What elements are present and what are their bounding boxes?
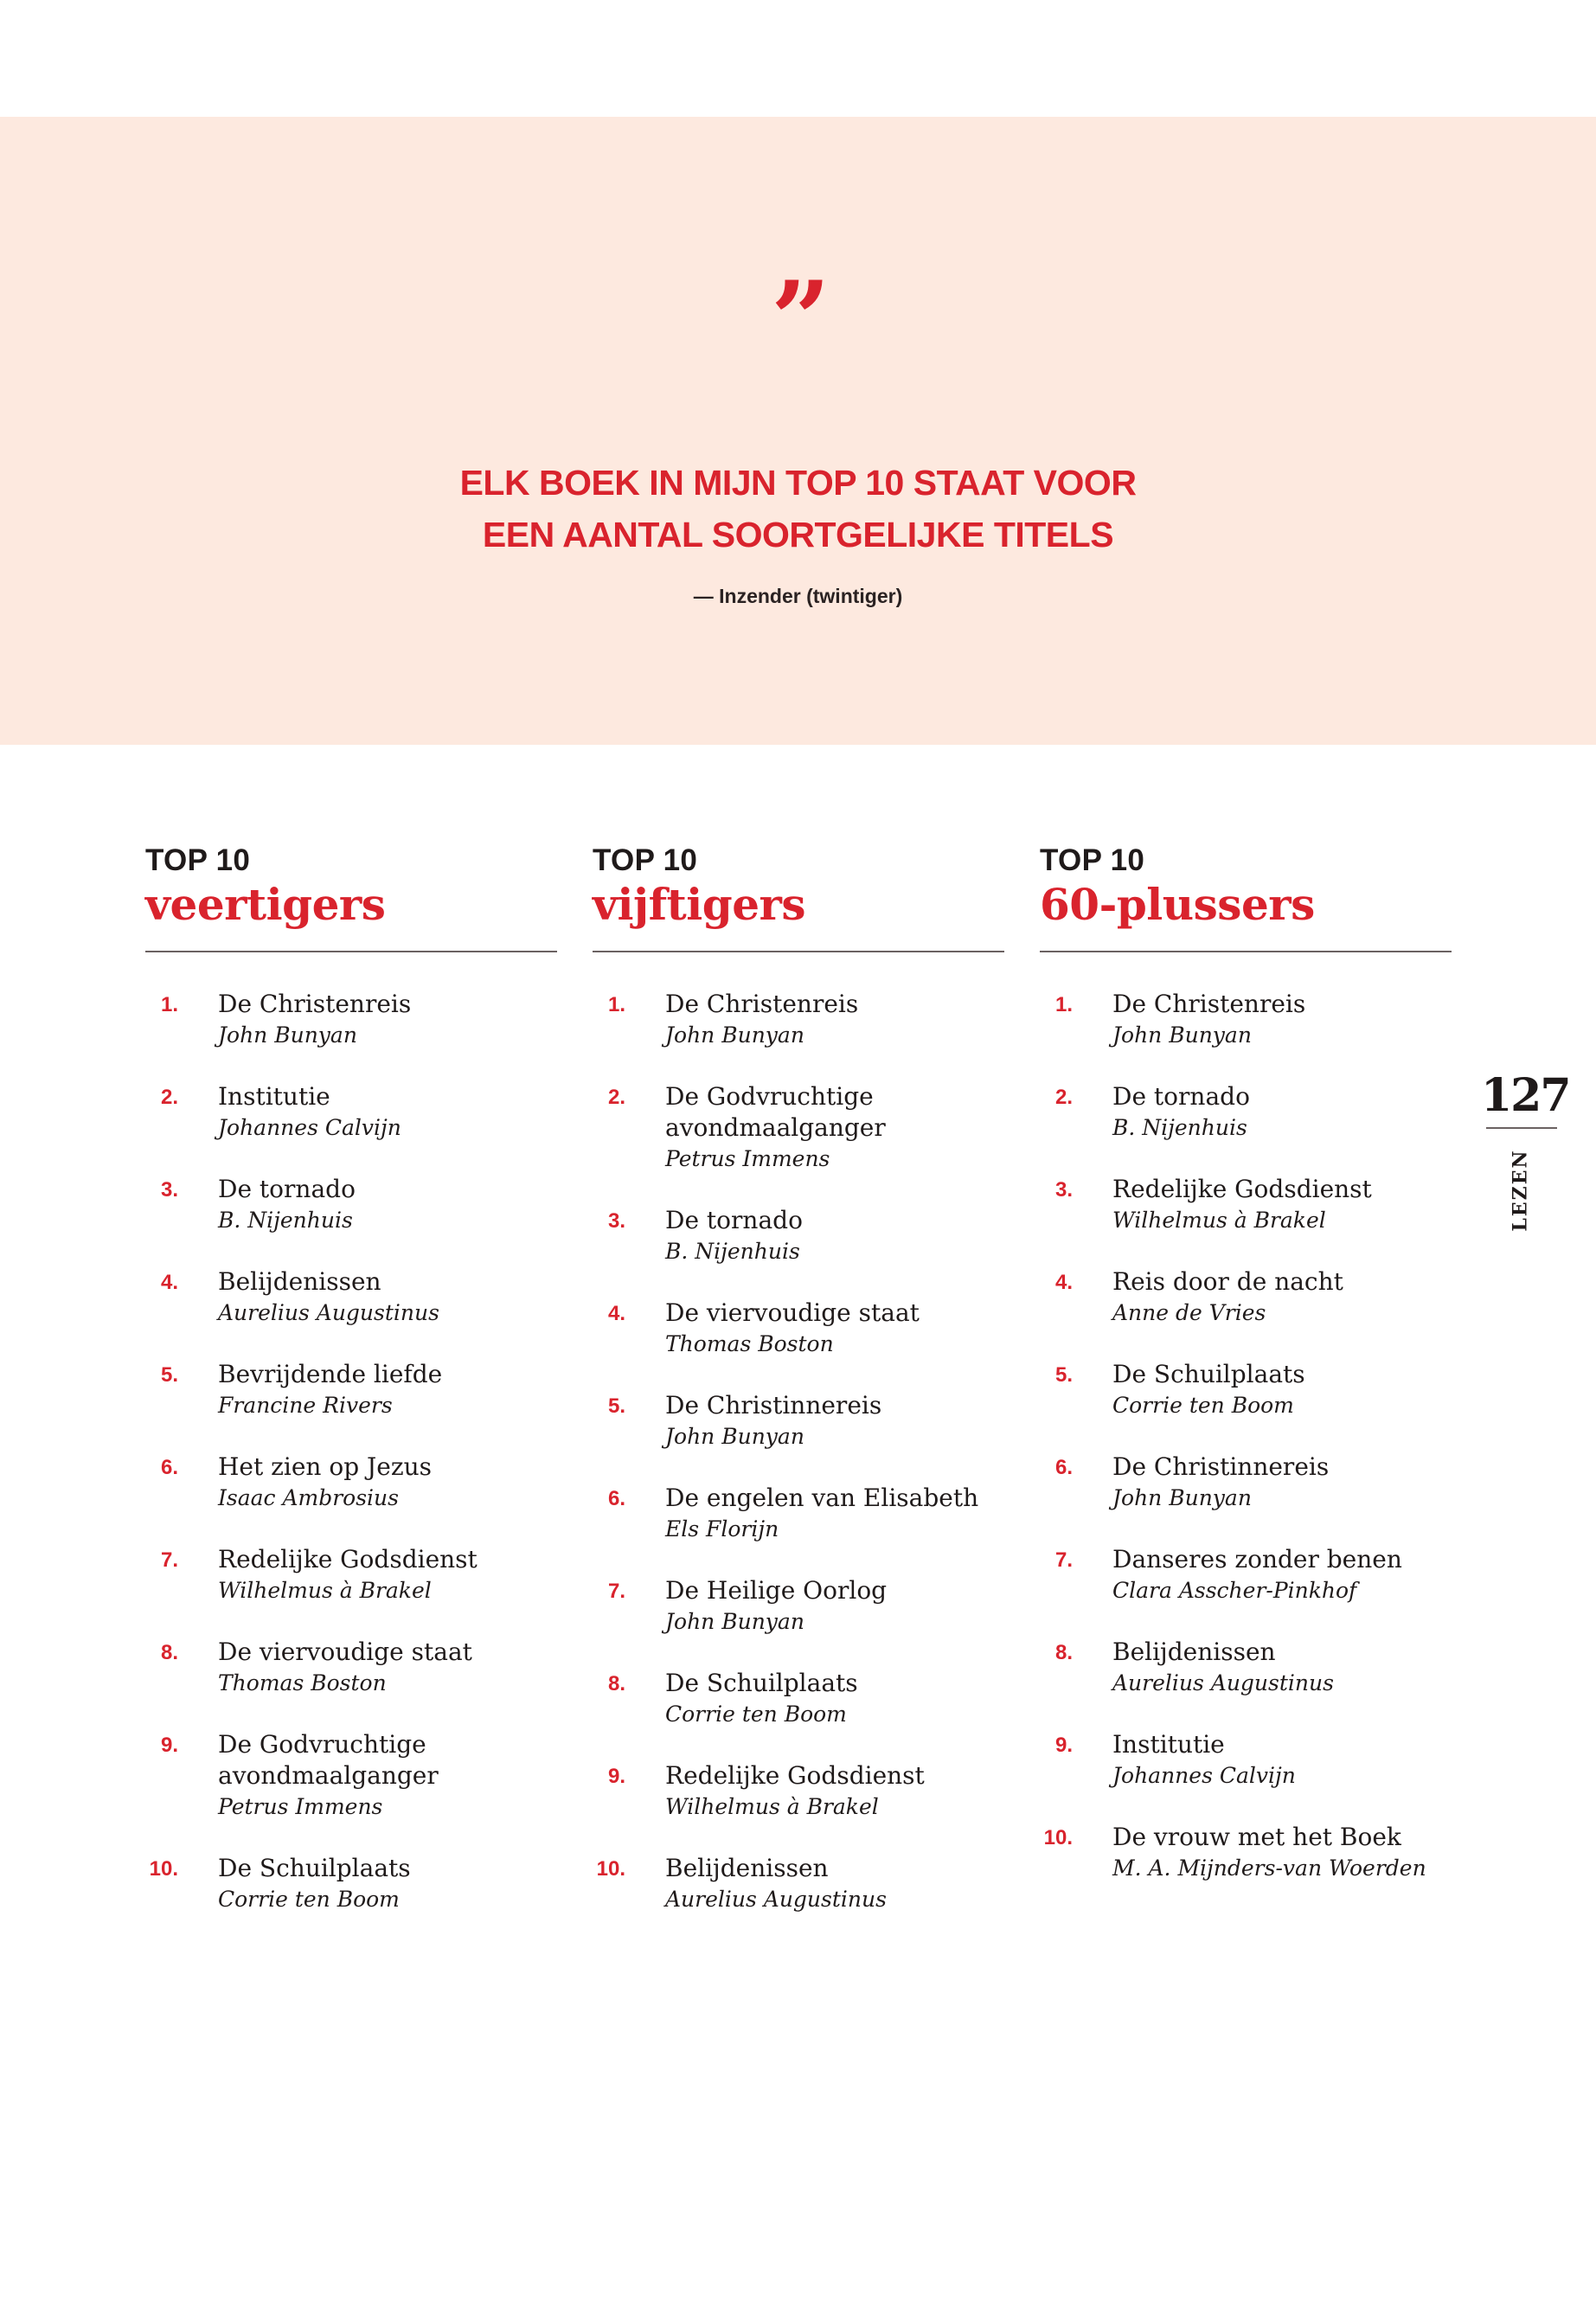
list-item (1040, 1174, 1452, 1236)
book-title: De tornado (218, 1175, 356, 1203)
list-item (1040, 1544, 1452, 1606)
book-title: De tornado (1112, 1082, 1250, 1111)
book-title: De viervoudige staat (665, 1298, 920, 1327)
list-item (1040, 1637, 1452, 1699)
page-number-divider (1486, 1127, 1557, 1129)
page-number: 127 (1481, 1069, 1570, 1122)
book-author: Johannes Calvijn (218, 1115, 401, 1140)
book-author: Thomas Boston (665, 1331, 834, 1356)
column-divider (145, 951, 557, 952)
rank-number: 2. (1054, 1086, 1073, 1109)
book-author: Petrus Immens (218, 1794, 383, 1819)
book-title: De Schuilplaats (218, 1854, 411, 1882)
rank-number: 10. (596, 1857, 625, 1881)
rank-number: 2. (607, 1086, 625, 1109)
book-title: De engelen van Elisabeth (665, 1484, 979, 1512)
section-label-text: LEZEN (1509, 1149, 1532, 1232)
book-title: Belijdenissen (665, 1854, 829, 1882)
rank-number: 8. (160, 1641, 178, 1664)
book-author: Aurelius Augustinus (218, 1300, 439, 1325)
rank-number: 6. (1054, 1456, 1073, 1479)
book-author: Isaac Ambrosius (218, 1485, 399, 1510)
list-item (593, 1390, 1004, 1452)
book-title: De viervoudige staat (218, 1638, 472, 1666)
list-item (593, 1081, 1004, 1175)
list-item (145, 1359, 557, 1421)
book-title: De Schuilplaats (665, 1669, 858, 1697)
rank-number: 1. (607, 993, 625, 1016)
book-title: Danseres zonder benen (1112, 1545, 1402, 1574)
book-title: De Christenreis (218, 990, 412, 1018)
rank-number: 4. (1054, 1271, 1073, 1294)
book-author: B. Nijenhuis (218, 1208, 353, 1233)
pull-quote-line-2: EEN AANTAL SOORTGELIJKE TITELS (482, 515, 1114, 554)
book-author: John Bunyan (665, 1609, 804, 1634)
list-item (593, 1668, 1004, 1730)
rank-number: 4. (160, 1271, 178, 1294)
rank-number: 5. (160, 1363, 178, 1387)
book-author: Aurelius Augustinus (1112, 1670, 1334, 1695)
book-title: Bevrijdende liefde (218, 1360, 443, 1388)
list-item (1040, 1822, 1452, 1884)
rank-number: 2. (160, 1086, 178, 1109)
rank-number: 7. (1054, 1548, 1073, 1572)
book-title: Reis door de nacht (1112, 1267, 1343, 1296)
book-list (145, 989, 557, 1915)
rank-number: 5. (607, 1394, 625, 1418)
book-title: De Godvruchtige avondmaalganger (665, 1082, 886, 1142)
book-title: De Schuilplaats (1112, 1360, 1305, 1388)
book-author: Clara Asscher-Pinkhof (1112, 1578, 1357, 1603)
rank-number: 8. (1054, 1641, 1073, 1664)
book-author: John Bunyan (665, 1022, 804, 1048)
list-item (1040, 989, 1452, 1051)
column-kicker: TOP 10 (1040, 843, 1145, 877)
list-item (145, 1544, 557, 1606)
rank-number: 6. (607, 1487, 625, 1510)
rank-number: 6. (160, 1456, 178, 1479)
book-author: Wilhelmus à Brakel (218, 1578, 432, 1603)
rank-number: 4. (607, 1302, 625, 1325)
rank-number: 9. (1054, 1734, 1073, 1757)
rank-number: 3. (607, 1209, 625, 1233)
book-author: John Bunyan (1112, 1485, 1252, 1510)
book-title: De Christenreis (1112, 990, 1306, 1018)
list-item (145, 1637, 557, 1699)
book-title: Belijdenissen (1112, 1638, 1276, 1666)
book-author: Petrus Immens (665, 1146, 830, 1171)
list-item (593, 1298, 1004, 1360)
rank-number: 3. (1054, 1178, 1073, 1202)
list-item (145, 1452, 557, 1514)
book-author: John Bunyan (1112, 1022, 1252, 1048)
list-item (593, 1205, 1004, 1267)
book-author: B. Nijenhuis (1112, 1115, 1247, 1140)
section-label (1490, 1149, 1552, 1232)
column-title: 60-plussers (1040, 879, 1315, 930)
book-author: Corrie ten Boom (665, 1702, 847, 1727)
top10-column-60-plussers (1040, 843, 1452, 1914)
column-divider (593, 951, 1004, 952)
book-title: Belijdenissen (218, 1267, 381, 1296)
rank-number: 7. (607, 1580, 625, 1603)
book-author: Corrie ten Boom (1112, 1393, 1294, 1418)
book-title: De Christinnereis (665, 1391, 882, 1420)
list-item (145, 1729, 557, 1823)
list-item (145, 989, 557, 1051)
list-item (145, 1266, 557, 1329)
list-item (593, 989, 1004, 1051)
column-kicker: TOP 10 (145, 843, 251, 877)
column-title: vijftigers (593, 879, 806, 930)
pull-quote (0, 457, 1596, 561)
list-item (1040, 1729, 1452, 1791)
column-title: veertigers (145, 879, 386, 930)
book-title: De Christenreis (665, 990, 859, 1018)
book-title: De Heilige Oorlog (665, 1576, 888, 1605)
book-author: Els Florijn (665, 1516, 779, 1541)
book-title: De Christinnereis (1112, 1452, 1330, 1481)
list-item (145, 1174, 557, 1236)
list-item (145, 1081, 557, 1144)
book-author: Wilhelmus à Brakel (665, 1794, 879, 1819)
list-item (1040, 1081, 1452, 1144)
book-title: Het zien op Jezus (218, 1452, 432, 1481)
top10-column-veertigers (145, 843, 557, 1945)
column-kicker: TOP 10 (593, 843, 698, 877)
list-item (1040, 1359, 1452, 1421)
rank-number: 8. (607, 1672, 625, 1695)
book-author: M. A. Mijnders-van Woerden (1112, 1856, 1426, 1881)
quote-band (0, 117, 1596, 745)
book-title: Redelijke Godsdienst (665, 1761, 925, 1790)
quote-source: — Inzender (twintiger) (693, 585, 903, 607)
rank-number: 9. (607, 1765, 625, 1788)
book-author: John Bunyan (665, 1424, 804, 1449)
book-author: Anne de Vries (1112, 1300, 1266, 1325)
list-item (593, 1575, 1004, 1638)
pull-quote-line-1: ELK BOEK IN MIJN TOP 10 STAAT VOOR (459, 463, 1137, 503)
rank-number: 9. (160, 1734, 178, 1757)
rank-number: 5. (1054, 1363, 1073, 1387)
book-author: B. Nijenhuis (665, 1239, 800, 1264)
book-list (1040, 989, 1452, 1884)
book-author: John Bunyan (218, 1022, 357, 1048)
quote-mark: ” (770, 259, 826, 381)
rank-number: 10. (1043, 1826, 1073, 1849)
list-item (1040, 1266, 1452, 1329)
book-title: Redelijke Godsdienst (1112, 1175, 1372, 1203)
book-title: De vrouw met het Boek (1112, 1823, 1401, 1851)
top10-column-vijftigers (593, 843, 1004, 1945)
book-title: De Godvruchtige avondmaalganger (218, 1730, 439, 1790)
list-item (1040, 1452, 1452, 1514)
rank-number: 7. (160, 1548, 178, 1572)
rank-number: 1. (160, 993, 178, 1016)
list-item (145, 1853, 557, 1915)
list-item (593, 1483, 1004, 1545)
book-title: De tornado (665, 1206, 803, 1234)
book-title: Institutie (1112, 1730, 1225, 1759)
list-item (593, 1853, 1004, 1915)
book-author: Johannes Calvijn (1112, 1763, 1296, 1788)
book-author: Corrie ten Boom (218, 1887, 400, 1912)
book-title: Redelijke Godsdienst (218, 1545, 478, 1574)
rank-number: 3. (160, 1178, 178, 1202)
book-list (593, 989, 1004, 1915)
book-author: Wilhelmus à Brakel (1112, 1208, 1326, 1233)
rank-number: 10. (149, 1857, 178, 1881)
book-author: Thomas Boston (218, 1670, 387, 1695)
book-author: Francine Rivers (218, 1393, 393, 1418)
column-divider (1040, 951, 1452, 952)
book-title: Institutie (218, 1082, 330, 1111)
book-author: Aurelius Augustinus (665, 1887, 887, 1912)
rank-number: 1. (1054, 993, 1073, 1016)
list-item (593, 1760, 1004, 1823)
